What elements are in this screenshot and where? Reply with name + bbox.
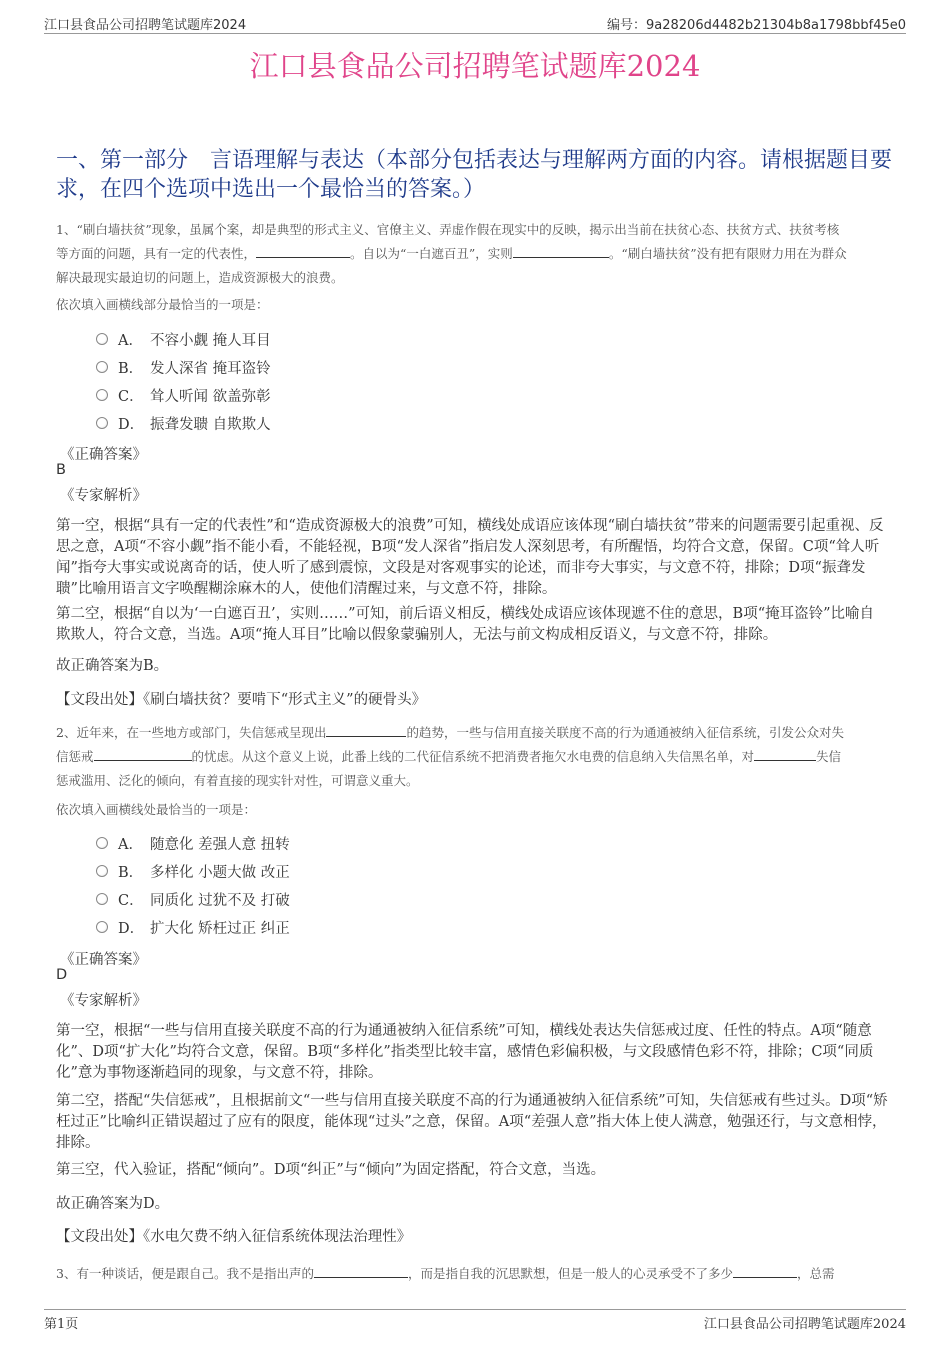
radio-icon[interactable] <box>96 893 108 905</box>
radio-icon[interactable] <box>96 361 108 373</box>
answer-label: 《正确答案》 <box>60 952 147 968</box>
header-serial <box>607 14 906 33</box>
option-1a[interactable]: A． 不容小觑 掩人耳目 <box>96 327 271 351</box>
radio-icon[interactable] <box>96 921 108 933</box>
radio-icon[interactable] <box>96 333 108 345</box>
blank-3 <box>754 747 816 761</box>
question-1-line: 等方面的问题，具有一定的代表性， 。自以为“一白遮百丑”，实则 。“刷白墙扶贫”没有把有限财力用在为群众 <box>56 246 847 261</box>
document-title: 江口县食品公司招聘笔试题库2024 <box>249 49 701 83</box>
analysis-paragraph: 故正确答案为B。 <box>56 658 169 674</box>
source-line: 【文段出处】《刷白墙扶贫？要啃下“形式主义”的硬骨头》 <box>56 692 427 708</box>
answer-value: B <box>56 462 66 478</box>
serial-label: 编号： <box>606 18 646 33</box>
analysis-paragraph: 第一空，根据“具有一定的代表性”和“造成资源极大的浪费”可知，横线处成语应该体现“刷白墙扶贫”带来的问题需要引起重视、反思之意，A项“不容小觑”指不能小看，不能轻视，B项“发人深省”指启发人深刻思考，有所醒悟，均符合文意，保留。C项“耸人听闻”指夸大事实或说离奇的话，使人听了感到震惊，文段是对客观事实的论述，而非夸大事实，与文意不符，排除；D项“振聋发聩”比喻用语言文字唤醒糊涂麻木的人，使他们清醒过来，与文意不符，排除。 <box>56 518 884 597</box>
question-1-text <box>56 218 898 290</box>
option-2c[interactable]: C． 同质化 过犹不及 打破 <box>96 887 290 911</box>
question-2-text <box>56 721 898 793</box>
question-2-line: 2、近年来，在一些地方或部门，失信惩戒呈现出 的趋势，一些与信用直接关联度不高的行为通通被纳入征信系统，引发公众对失 <box>56 725 844 740</box>
section-heading: 一、第一部分 言语理解与表达（本部分包括表达与理解两方面的内容。请根据题目要求，在四个选项中选出一个最恰当的答案。） <box>56 148 893 202</box>
question-1-line: 1、“刷白墙扶贫”现象，虽属个案，却是典型的形式主义、官僚主义、弄虚作假在现实中的反映，揭示出当前在扶贫心态、扶贫方式、扶贫考核 <box>56 222 840 237</box>
option-2b[interactable]: B． 多样化 小题大做 改正 <box>96 859 290 883</box>
option-1d[interactable]: D． 振聋发聩 自欺欺人 <box>96 411 271 435</box>
question-1-prompt: 依次填入画横线部分最恰当的一项是： <box>56 297 269 312</box>
blank-2 <box>94 747 192 761</box>
question-2-line: 惩戒滥用、泛化的倾向，有着直接的现实针对性，可谓意义重大。 <box>56 773 419 788</box>
radio-icon[interactable] <box>96 865 108 877</box>
analysis-label: 《专家解析》 <box>60 488 147 504</box>
analysis-paragraph: 第一空，根据“一些与信用直接关联度不高的行为通通被纳入征信系统”可知，横线处表达失信惩戒过度、任性的特点。A项“随意化”、D项“扩大化”均符合文意，保留。B项“多样化”指类型比较丰富，感情色彩偏积极，与文段感情色彩不符，排除；C项“同质化”意为事物逐渐趋同的现象，与文意不符，排除。 <box>56 1023 874 1081</box>
header-divider <box>44 33 906 34</box>
header-title: 江口县食品公司招聘笔试题库2024 <box>44 18 247 33</box>
radio-icon[interactable] <box>96 837 108 849</box>
radio-icon[interactable] <box>96 417 108 429</box>
option-2a[interactable]: A． 随意化 差强人意 扭转 <box>96 831 290 855</box>
answer-label: 《正确答案》 <box>60 447 147 463</box>
blank-1 <box>256 244 350 258</box>
footer-divider <box>44 1309 906 1310</box>
option-1c[interactable]: C． 耸人听闻 欲盖弥彰 <box>96 383 271 407</box>
answer-value: D <box>56 967 68 983</box>
question-2-prompt: 依次填入画横线处最恰当的一项是： <box>56 802 257 817</box>
footer-title: 江口县食品公司招聘笔试题库2024 <box>703 1317 906 1332</box>
blank-1 <box>314 1264 408 1278</box>
analysis-paragraph: 故正确答案为D。 <box>56 1196 170 1212</box>
question-3-text: 3、有一种谈话，便是跟自己。我不是指出声的 ，而是指自我的沉思默想，但是一般人的心灵承受不了多少 ，总需 <box>56 1266 835 1281</box>
option-2d[interactable]: D． 扩大化 矫枉过正 纠正 <box>96 915 290 939</box>
analysis-label: 《专家解析》 <box>60 993 147 1009</box>
analysis-paragraph: 第二空，根据“自以为‘一白遮百丑’，实则……”可知，前后语义相反，横线处成语应该体现遮不住的意思，B项“掩耳盗铃”比喻自欺欺人，符合文意，当选。A项“掩人耳目”比喻以假象蒙骗别人，无法与前文构成相反语义，与文意不符，排除。 <box>56 606 875 643</box>
question-1-line: 解决最现实最迫切的问题上，造成资源极大的浪费。 <box>56 270 344 285</box>
serial-number: 9a28206d4482b21304b8a1798bbf45e0 <box>646 18 906 33</box>
blank-2 <box>513 244 609 258</box>
blank-1 <box>326 723 406 737</box>
question-2-line: 信惩戒 的忧虑。从这个意义上说，此番上线的二代征信系统不把消费者拖欠水电费的信息纳入失信黑名单，对 失信 <box>56 749 842 764</box>
analysis-paragraph: 第三空，代入验证，搭配“倾向”。D项“纠正”与“倾向”为固定搭配，符合文意，当选。 <box>56 1162 606 1178</box>
analysis-paragraph: 第二空，搭配“失信惩戒”，且根据前文“一些与信用直接关联度不高的行为通通被纳入征信系统”可知，失信惩戒有些过头。D项“矫枉过正”比喻纠正错误超过了应有的限度，能体现“过头”之意，保留。A项“差强人意”指大体上使人满意，勉强还行，与文意相悖，排除。 <box>56 1093 888 1151</box>
radio-icon[interactable] <box>96 389 108 401</box>
option-1b[interactable]: B． 发人深省 掩耳盗铃 <box>96 355 271 379</box>
page-number: 第1页 <box>44 1317 79 1332</box>
source-line: 【文段出处】《水电欠费不纳入征信系统体现法治理性》 <box>56 1229 412 1245</box>
blank-2 <box>733 1264 797 1278</box>
